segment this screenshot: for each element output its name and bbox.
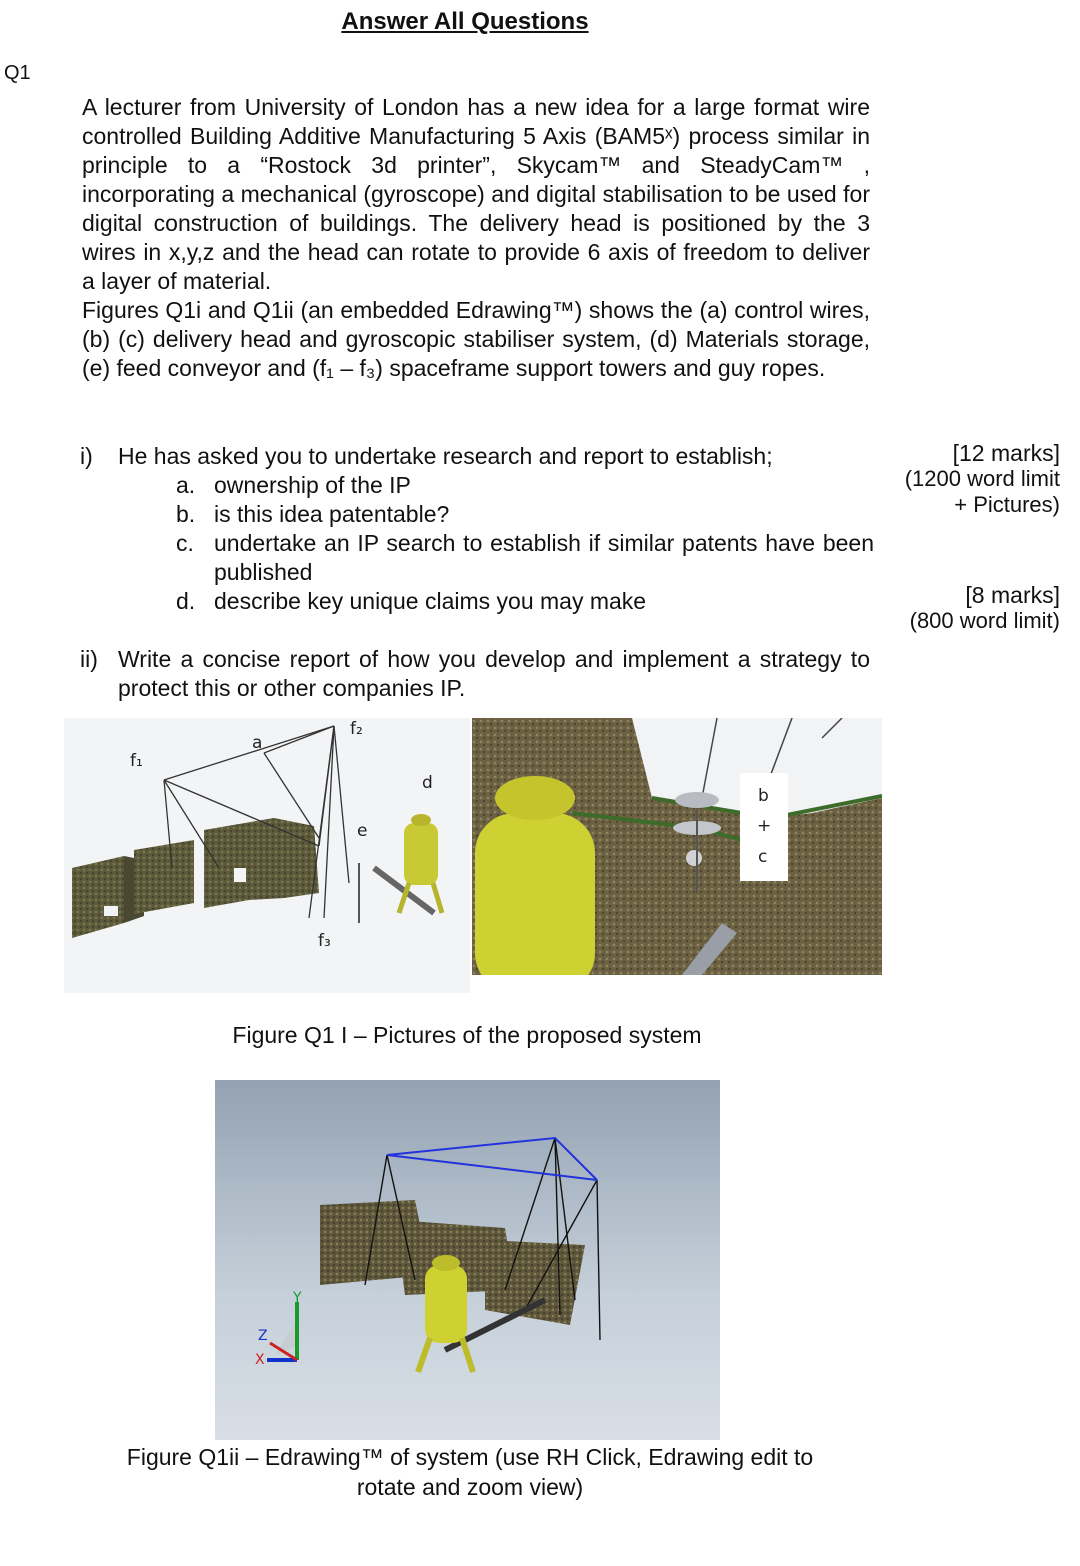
part-ii-label: ii) — [80, 646, 98, 672]
figure-q1i-left — [64, 718, 470, 993]
intro-paragraph-1: A lecturer from University of London has a new idea for a large format wire controlled Building Additive Manufacturing 5 Axis (BAM5ˣ) process similar in principle to a “Rostock 3d printer”, Skycam™ and SteadyCam™ , incorporating a mechanical (gyroscope) and digital stabilisation to be used for digital construction of buildings. The delivery head is positioned by the 3 wires in x,y,z and the head can rotate to provide 6 axis of freedom to deliver a layer of material. — [82, 94, 870, 294]
item-b-label: b. — [176, 501, 196, 527]
item-d-text: describe key unique claims you may make — [214, 588, 647, 614]
part-ii-marks — [910, 582, 1060, 634]
axis-z-label: Z — [258, 1328, 268, 1344]
part-i — [80, 442, 880, 616]
label-b: b — [758, 786, 769, 806]
item-c-label: c. — [176, 530, 194, 556]
part-i-marks-value: [12 marks] — [952, 440, 1060, 466]
question-intro — [82, 93, 870, 383]
label-f1: f₁ — [130, 751, 143, 771]
axis-y-label: Y — [293, 1290, 302, 1306]
label-c: c — [758, 847, 768, 867]
label-plus: + — [757, 816, 772, 836]
label-f2: f₂ — [350, 719, 363, 739]
wall-2 — [134, 840, 194, 914]
part-ii — [80, 645, 880, 703]
figure-q1i-right — [472, 718, 882, 975]
item-a-text: ownership of the IP — [214, 472, 411, 498]
label-a: a — [252, 733, 263, 753]
material-tank — [399, 814, 442, 913]
figure2-caption — [60, 1442, 880, 1502]
wall-4 — [204, 818, 319, 900]
item-b-text: is this idea patentable? — [214, 501, 450, 527]
figure1-caption: Figure Q1 I – Pictures of the proposed system — [232, 1022, 702, 1048]
axis-x-label: X — [255, 1352, 265, 1368]
part-i-label: i) — [80, 443, 93, 469]
closeup-render — [472, 718, 882, 975]
part-ii-text: Write a concise report of how you develop and implement a strategy to protect this or other companies IP. — [118, 646, 870, 701]
overview-render — [64, 718, 470, 993]
part-i-limit-1: (1200 word limit — [904, 466, 1060, 491]
figure-q1ii-edrawing — [215, 1080, 720, 1440]
part-ii-limit: (800 word limit) — [909, 608, 1060, 633]
figure2-caption-line2: rotate and zoom view) — [356, 1474, 584, 1500]
part-i-text: He has asked you to undertake research and report to establish; — [118, 443, 773, 469]
wall-1 — [72, 856, 124, 938]
part-i-limit-2: + Pictures) — [954, 492, 1060, 517]
figure2-caption-line1: Figure Q1ii – Edrawing™ of system (use RH Click, Edrawing edit to — [126, 1444, 814, 1470]
part-i-marks — [905, 440, 1060, 518]
part-ii-marks-value: [8 marks] — [965, 582, 1060, 608]
item-c-text: undertake an IP search to establish if similar patents have been published — [214, 530, 874, 585]
edrawing-wall-3 — [485, 1240, 585, 1325]
label-f3: f₃ — [318, 931, 331, 951]
axis-triad — [255, 1290, 302, 1368]
label-e: e — [357, 821, 368, 841]
question-number: Q1 — [4, 62, 31, 84]
item-a-label: a. — [176, 472, 196, 498]
label-d: d — [422, 773, 433, 793]
intro-paragraph-2: Figures Q1i and Q1ii (an embedded Edrawing™) shows the (a) control wires, (b) (c) delivery head and gyroscopic stabiliser system, (d) Materials storage, (e) feed conveyor and (f₁ – f₃) spaceframe support towers and guy ropes. — [82, 297, 870, 381]
edrawing-render — [215, 1080, 720, 1440]
page-title: Answer All Questions — [341, 8, 589, 35]
item-d-label: d. — [176, 588, 196, 614]
